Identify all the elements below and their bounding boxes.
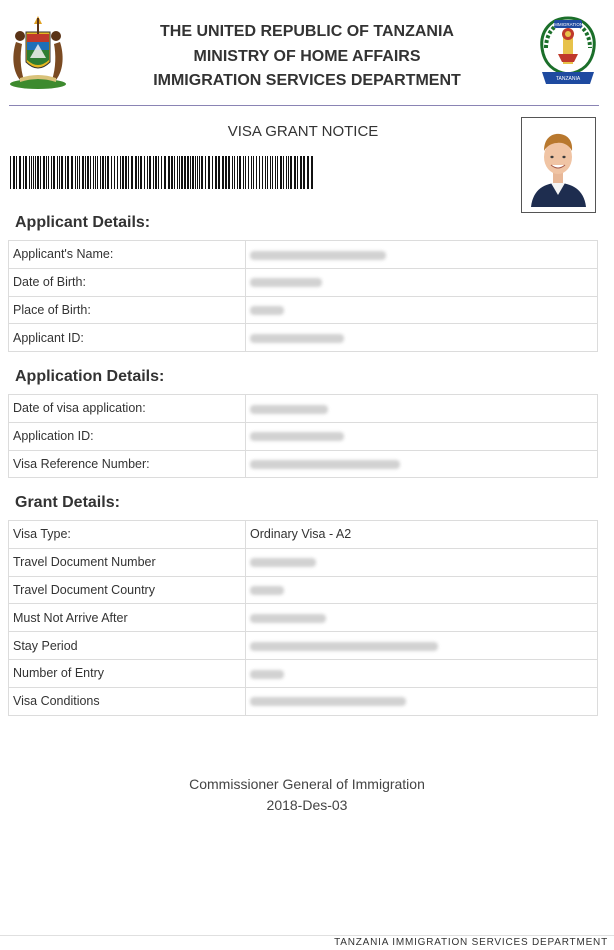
- stay-period-label: Stay Period: [9, 632, 246, 660]
- header-country: THE UNITED REPUBLIC OF TANZANIA: [160, 23, 454, 40]
- date-of-birth-label: Date of Birth:: [9, 268, 246, 296]
- table-row: [9, 268, 598, 296]
- application-id-label: Application ID:: [9, 422, 246, 450]
- visa-type-value: Ordinary Visa - A2: [246, 521, 598, 549]
- applicant-id-label: Applicant ID:: [9, 324, 246, 352]
- number-of-entry-value: [246, 659, 598, 687]
- travel-document-number-label: Travel Document Number: [9, 548, 246, 576]
- header-department: IMMIGRATION SERVICES DEPARTMENT: [153, 72, 461, 89]
- must-not-arrive-after-value: [246, 604, 598, 632]
- visa-conditions-value: [246, 687, 598, 715]
- barcode: [10, 156, 314, 189]
- applicant-photo: [521, 117, 596, 213]
- visa-reference-label: Visa Reference Number:: [9, 450, 246, 478]
- applicant-details-heading: Applicant Details:: [15, 214, 151, 231]
- number-of-entry-label: Number of Entry: [9, 659, 246, 687]
- portrait-image: [527, 123, 590, 207]
- place-of-birth-label: Place of Birth:: [9, 296, 246, 324]
- travel-document-country-label: Travel Document Country: [9, 576, 246, 604]
- table-row: [9, 521, 598, 549]
- travel-document-number-value: [246, 548, 598, 576]
- coat-of-arms-icon: [6, 14, 70, 90]
- issue-date: 2018-Des-03: [266, 797, 348, 813]
- table-row: [9, 632, 598, 660]
- application-id-value: [246, 422, 598, 450]
- applicant-name-label: Applicant's Name:: [9, 241, 246, 269]
- footer-divider: [0, 935, 614, 936]
- applicant-details-table: [8, 240, 598, 352]
- table-row: [9, 422, 598, 450]
- visa-type-label: Visa Type:: [9, 521, 246, 549]
- visa-application-date-value: [246, 395, 598, 423]
- svg-text:IMMIGRATION: IMMIGRATION: [552, 22, 584, 27]
- footer-text: TANZANIA IMMIGRATION SERVICES DEPARTMENT: [334, 937, 608, 948]
- table-row: [9, 604, 598, 632]
- visa-application-date-label: Date of visa application:: [9, 395, 246, 423]
- grant-details-heading: Grant Details:: [15, 494, 120, 511]
- table-row: [9, 548, 598, 576]
- must-not-arrive-after-label: Must Not Arrive After: [9, 604, 246, 632]
- table-row: [9, 687, 598, 715]
- table-row: [9, 576, 598, 604]
- grant-details-table: [8, 520, 598, 716]
- table-row: [9, 296, 598, 324]
- document-header: [0, 0, 614, 106]
- table-row: [9, 324, 598, 352]
- travel-document-country-value: [246, 576, 598, 604]
- visa-conditions-label: Visa Conditions: [9, 687, 246, 715]
- immigration-emblem-icon: [536, 14, 600, 90]
- signatory-title: Commissioner General of Immigration: [189, 776, 425, 792]
- application-details-heading: Application Details:: [15, 368, 165, 385]
- visa-reference-value: [246, 450, 598, 478]
- table-row: [9, 395, 598, 423]
- stay-period-value: [246, 632, 598, 660]
- svg-text:TANZANIA: TANZANIA: [555, 76, 581, 82]
- application-details-table: [8, 394, 598, 478]
- table-row: [9, 659, 598, 687]
- header-divider: [9, 105, 599, 106]
- applicant-id-value: [246, 324, 598, 352]
- place-of-birth-value: [246, 296, 598, 324]
- header-ministry: MINISTRY OF HOME AFFAIRS: [193, 47, 421, 65]
- notice-title: VISA GRANT NOTICE: [227, 123, 379, 140]
- applicant-name-value: [246, 241, 598, 269]
- date-of-birth-value: [246, 268, 598, 296]
- table-row: [9, 241, 598, 269]
- table-row: [9, 450, 598, 478]
